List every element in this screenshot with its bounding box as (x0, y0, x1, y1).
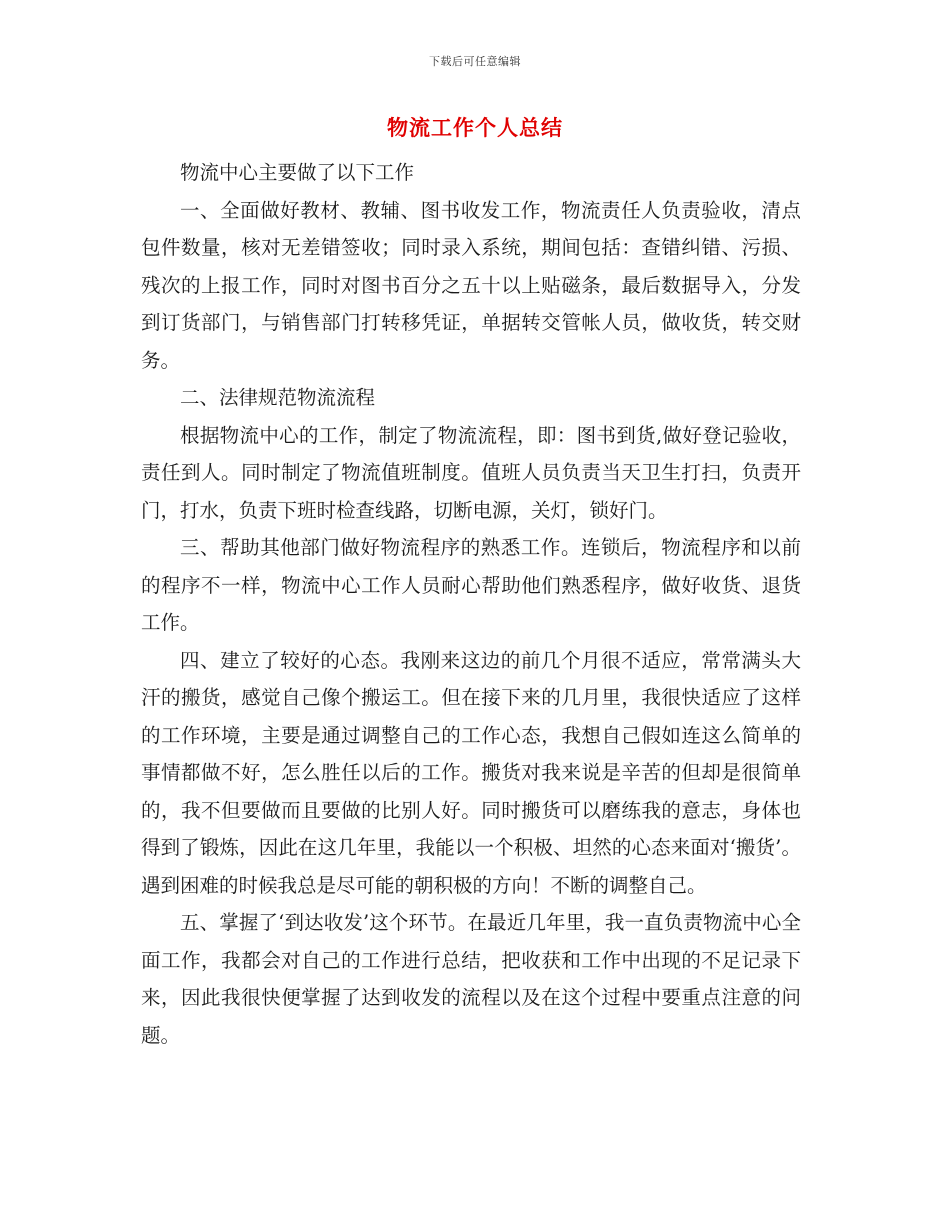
paragraph-section-1: 一、全面做好教材、教辅、图书收发工作，物流责任人负责验收，清点包件数量，核对无差错签收；同时录入系统，期间包括：查错纠错、污损、残次的上报工作，同时对图书百分之五十以上贴磁条，最后数据导入，分发到订货部门，与销售部门打转移凭证，单据转交管帐人员，做收货，转交财务。 (141, 198, 801, 372)
paragraph-section-3: 三、帮助其他部门做好物流程序的熟悉工作。连锁后，物流程序和以前的程序不一样，物流中心工作人员耐心帮助他们熟悉程序，做好收货、退货工作。 (141, 536, 801, 634)
paragraph-section-4: 四、建立了较好的心态。我刚来这边的前几个月很不适应，常常满头大汗的搬货，感觉自己像个搬运工。但在接下来的几月里，我很快适应了这样的工作环境，主要是通过调整自己的工作心态，我想自己假如连这么简单的事情都做不好，怎么胜任以后的工作。搬货对我来说是辛苦的但却是很简单的，我不但要做而且要做的比别人好。同时搬货可以磨练我的意志，身体也得到了锻炼，因此在这几年里，我能以一个积极、坦然的心态来面对‘搬货’。遇到困难的时候我总是尽可能的朝积极的方向！不断的调整自己。 (141, 648, 801, 897)
document-title: 物流工作个人总结 (387, 116, 563, 140)
paragraph-section-2-body: 根据物流中心的工作，制定了物流流程，即：图书到货,做好登记验收，责任到人。同时制定了物流值班制度。值班人员负责当天卫生打扫，负责开门，打水，负责下班时检查线路，切断电源，关灯，锁好门。 (141, 423, 801, 522)
document-body (141, 154, 801, 1054)
paragraph-section-5: 五、掌握了‘到达收发’这个环节。在最近几年里，我一直负责物流中心全面工作，我都会对自己的工作进行总结，把收获和工作中出现的不足记录下来，因此我很快便掌握了达到收发的流程以及在这个过程中要重点注意的问题。 (141, 911, 801, 1047)
paragraph-intro: 物流中心主要做了以下工作 (180, 161, 415, 184)
paragraph-section-2-heading: 二、法律规范物流流程 (180, 386, 376, 409)
header-note: 下载后可任意编辑 (429, 55, 521, 68)
